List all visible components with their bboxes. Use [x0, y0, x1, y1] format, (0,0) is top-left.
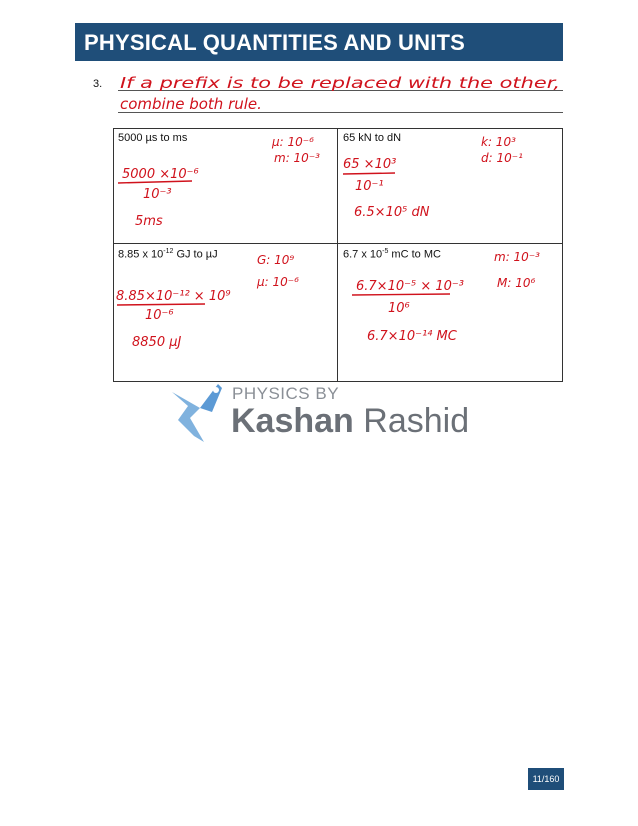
cell-prompt-4: 6.7 x $10^{-5}$ mC to MC	[343, 248, 441, 261]
cell2-prefix-2: d: 10⁻¹	[481, 151, 523, 165]
cell1-denominator: 10⁻³	[143, 187, 172, 202]
cell2-numerator: 65 ×10³	[343, 157, 397, 172]
cell1-result: 5ms	[135, 214, 163, 229]
cell3-prefix-1: G: 10⁹	[257, 253, 295, 267]
cell3-denominator: 10⁻⁶	[145, 308, 174, 323]
cell4-prefix-2: M: 10⁶	[497, 276, 536, 290]
cell-prompt-1: 5000 µs to ms	[118, 132, 188, 144]
answer-line-1: If a prefix is to be replaced with the other,	[120, 74, 560, 92]
cell1-numerator: 5000 ×10⁻⁶	[122, 167, 199, 182]
cell4-prefix-1: m: 10⁻³	[494, 250, 540, 264]
cell4-result: 6.7×10⁻¹⁴ MC	[367, 329, 457, 344]
logo-line-2: Kashan Rashid	[231, 402, 470, 440]
cell4-numerator: 6.7×10⁻⁵ × 10⁻³	[356, 279, 464, 294]
cell1-prefix-2: m: 10⁻³	[274, 151, 320, 165]
page-title: PHYSICAL QUANTITIES AND UNITS	[84, 30, 466, 55]
cell3-result: 8850 µJ	[132, 335, 182, 350]
cell3-numerator: 8.85×10⁻¹² × 10⁹	[116, 289, 231, 304]
question-number: 3.	[93, 78, 103, 90]
page-number-badge: 11/160	[528, 768, 564, 790]
logo-line-1: PHYSICS BY	[232, 384, 340, 403]
cell3-fraction-bar	[117, 304, 205, 305]
answer-line-2: combine both rule.	[120, 95, 262, 113]
cell2-fraction-bar	[343, 173, 395, 174]
cell-prompt-3: 8.85 x $10^{-12}$ GJ to µJ	[118, 248, 218, 261]
cell1-prefix-1: µ: 10⁻⁶	[272, 135, 314, 149]
cell2-denominator: 10⁻¹	[355, 179, 384, 194]
cell4-fraction-bar	[352, 294, 450, 295]
cell-prompt-2: 65 kN to dN	[343, 132, 402, 144]
cell2-prefix-1: k: 10³	[481, 135, 516, 149]
cell4-denominator: 10⁶	[388, 301, 410, 316]
cell2-result: 6.5×10⁵ dN	[354, 205, 430, 220]
cell3-prefix-2: µ: 10⁻⁶	[257, 275, 299, 289]
